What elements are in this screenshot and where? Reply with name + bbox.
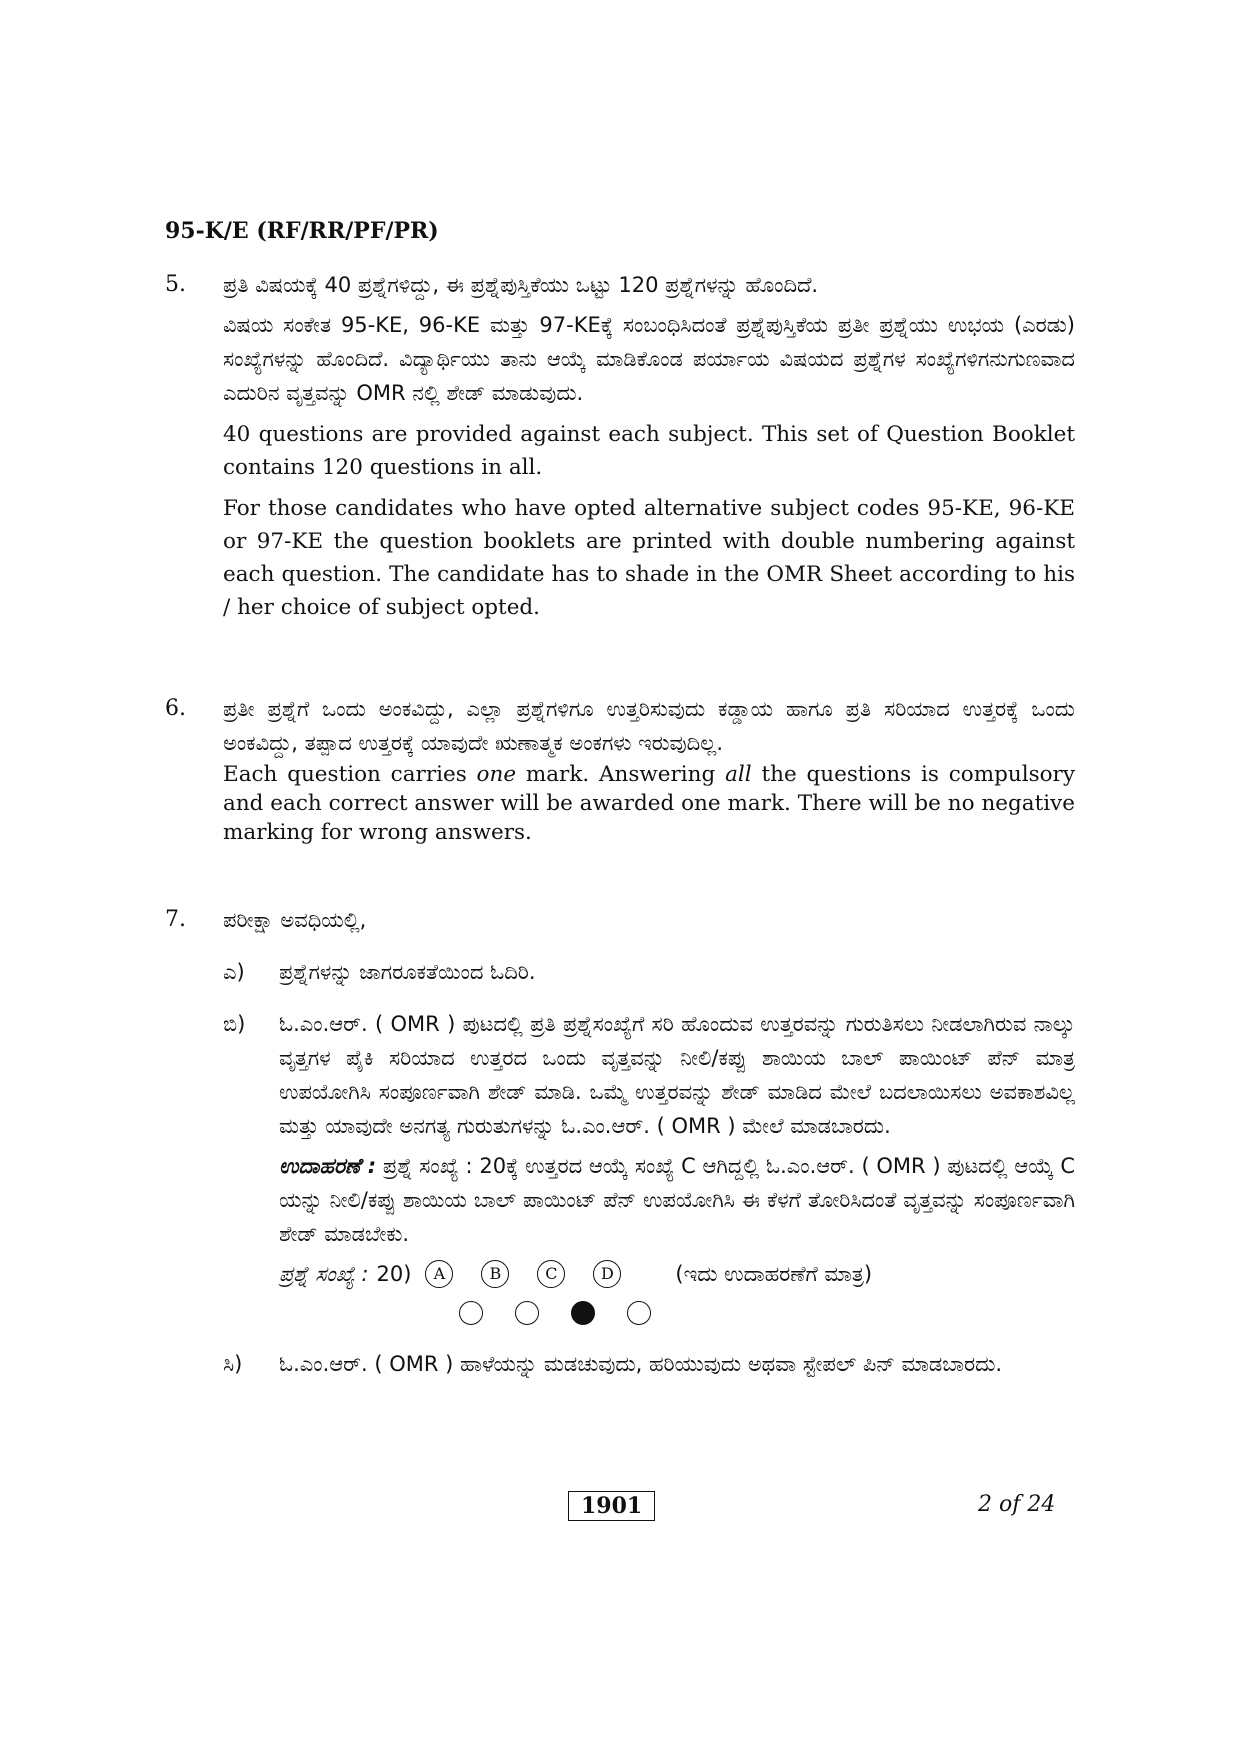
item-intro: ಪರೀಕ್ಷಾ ಅವಧಿಯಲ್ಲಿ, (223, 908, 367, 932)
instruction-item-5 (165, 268, 1075, 632)
kannada-text: ವಿಷಯ ಸಂಕೇತ 95-KE, 96-KE ಮತ್ತು 97-KEಕ್ಕೆ ಸಂಬಂಧಿಸಿದಂತೆ ಪ್ರಶ್ನೆಪುಸ್ತಿಕೆಯ ಪ್ರತೀ ಪ್ರಶ್ನೆಯು ಉಭಯ (ಎರಡು) ಸಂಖ್ಯೆಗಳನ್ನು ಹೊಂದಿದೆ. ವಿದ್ಯಾರ್ಥಿಯು ತಾನು ಆಯ್ಕೆ ಮಾಡಿಕೊಂಡ ಪರ್ಯಾಯ ವಿಷಯದ ಪ್ರಶ್ನೆಗಳ ಸಂಖ್ಯೆಗಳಿಗನುಗುಣವಾದ ಎದುರಿನ ವೃತ್ತವನ್ನು OMR ನಲ್ಲಿ ಶೇಡ್ ಮಾಡುವುದು. (223, 313, 1075, 405)
english-text: For those candidates who have opted alternative subject codes 95-KE, 96-KE or 97-KE the question booklets are printed with double numbering against each question. The candidate has to shade in the OMR Sheet according to his / her choice of subject opted. (223, 496, 1075, 620)
option-c-icon: C (537, 1260, 565, 1288)
footer-code: 1901 (568, 1491, 655, 1521)
sub-item-text: ಪ್ರಶ್ನೆಗಳನ್ನು ಜಾಗರೂಕತೆಯಿಂದ ಓದಿರಿ. (279, 960, 536, 984)
english-text: Each question carries one mark. Answering all the questions is compulsory and each correct answer will be awarded one mark. There will be no negative marking for wrong answers. (223, 762, 1075, 845)
bubble-b-icon (515, 1301, 539, 1325)
example-question-row (279, 1257, 1075, 1291)
sub-item-b (223, 1007, 1075, 1325)
example-note: (ಇದು ಉದಾಹರಣೆಗೆ ಮಾತ್ರ) (675, 1262, 873, 1286)
bubble-d-icon (627, 1301, 651, 1325)
bubble-c-icon (571, 1301, 595, 1325)
paper-code: 95-K/E (RF/RR/PF/PR) (165, 218, 439, 244)
sub-item-text: ಓ.ಎಂ.ಆರ್. ( OMR ) ಪುಟದಲ್ಲಿ ಪ್ರತಿ ಪ್ರಶ್ನೆಸಂಖ್ಯೆಗೆ ಸರಿ ಹೊಂದುವ ಉತ್ತರವನ್ನು ಗುರುತಿಸಲು ನೀಡಲಾಗಿರುವ ನಾಲ್ಕು ವೃತ್ತಗಳ ಪೈಕಿ ಸರಿಯಾದ ಉತ್ತರದ ಒಂದು ವೃತ್ತವನ್ನು ನೀಲಿ/ಕಪ್ಪು ಶಾಯಿಯ ಬಾಲ್ ಪಾಯಿಂಟ್ ಪೆನ್ ಮಾತ್ರ ಉಪಯೋಗಿಸಿ ಸಂಪೂರ್ಣವಾಗಿ ಶೇಡ್ ಮಾಡಿ. ಒಮ್ಮೆ ಉತ್ತರವನ್ನು ಶೇಡ್ ಮಾಡಿದ ಮೇಲೆ ಬದಲಾಯಿಸಲು ಅವಕಾಶವಿಲ್ಲ ಮತ್ತು ಯಾವುದೇ ಅನಗತ್ಯ ಗುರುತುಗಳನ್ನು ಓ.ಎಂ.ಆರ್. ( OMR ) ಮೇಲೆ ಮಾಡಬಾರದು. (279, 1012, 1075, 1138)
option-d-icon: D (593, 1260, 621, 1288)
item-number: 6. (165, 696, 186, 721)
sub-item-label: ಎ) (223, 960, 245, 984)
kannada-text: ಪ್ರತೀ ಪ್ರಶ್ನೆಗೆ ಒಂದು ಅಂಕವಿದ್ದು, ಎಲ್ಲಾ ಪ್ರಶ್ನೆಗಳಿಗೂ ಉತ್ತರಿಸುವುದು ಕಡ್ಡಾಯ ಹಾಗೂ ಪ್ರತಿ ಸರಿಯಾದ ಉತ್ತರಕ್ಕೆ ಒಂದು ಅಂಕವಿದ್ದು, ತಪ್ಪಾದ ಉತ್ತರಕ್ಕೆ ಯಾವುದೇ ಋಣಾತ್ಮಕ ಅಂಕಗಳು ಇರುವುದಿಲ್ಲ. (223, 697, 1075, 755)
option-a-icon: A (425, 1260, 453, 1288)
instruction-item-6 (165, 692, 1075, 855)
sub-item-label: ಸಿ) (223, 1352, 243, 1376)
sub-item-c (223, 1347, 1075, 1381)
sub-item-a (223, 955, 1075, 989)
question-label: ಪ್ರಶ್ನೆ ಸಂಖ್ಯೆ : (279, 1262, 369, 1286)
item-number: 7. (165, 907, 186, 932)
bubble-a-icon (459, 1301, 483, 1325)
answer-bubbles (459, 1301, 1075, 1325)
sub-item-text: ಓ.ಎಂ.ಆರ್. ( OMR ) ಹಾಳೆಯನ್ನು ಮಡಚುವುದು, ಹರಿಯುವುದು ಅಥವಾ ಸ್ಟೇಪಲ್ ಪಿನ್ ಮಾಡಬಾರದು. (279, 1352, 1003, 1376)
item-number: 5. (165, 272, 186, 297)
option-b-icon: B (481, 1260, 509, 1288)
page-number: 2 of 24 (978, 1492, 1056, 1517)
question-number: 20) (376, 1262, 412, 1286)
sub-item-label: ಬಿ) (223, 1012, 246, 1036)
kannada-text: ಪ್ರತಿ ವಿಷಯಕ್ಕೆ 40 ಪ್ರಶ್ನೆಗಳಿದ್ದು, ಈ ಪ್ರಶ್ನೆಪುಸ್ತಿಕೆಯು ಒಟ್ಟು 120 ಪ್ರಶ್ನೆಗಳನ್ನು ಹೊಂದಿದೆ. (223, 273, 819, 297)
example-text: ಉದಾಹರಣೆ : ಪ್ರಶ್ನೆ ಸಂಖ್ಯೆ : 20ಕ್ಕೆ ಉತ್ತರದ ಆಯ್ಕೆ ಸಂಖ್ಯೆ C ಆಗಿದ್ದಲ್ಲಿ ಓ.ಎಂ.ಆರ್. ( OMR ) ಪುಟದಲ್ಲಿ ಆಯ್ಕೆ C ಯನ್ನು ನೀಲಿ/ಕಪ್ಪು ಶಾಯಿಯ ಬಾಲ್ ಪಾಯಿಂಟ್ ಪೆನ್ ಉಪಯೋಗಿಸಿ ಈ ಕೆಳಗೆ ತೋರಿಸಿದಂತೆ ವೃತ್ತವನ್ನು ಸಂಪೂರ್ಣವಾಗಿ ಶೇಡ್ ಮಾಡಬೇಕು. (279, 1154, 1075, 1246)
english-text: 40 questions are provided against each subject. This set of Question Booklet contains 120 questions in all. (223, 422, 1075, 480)
instruction-item-7 (165, 903, 1075, 1381)
